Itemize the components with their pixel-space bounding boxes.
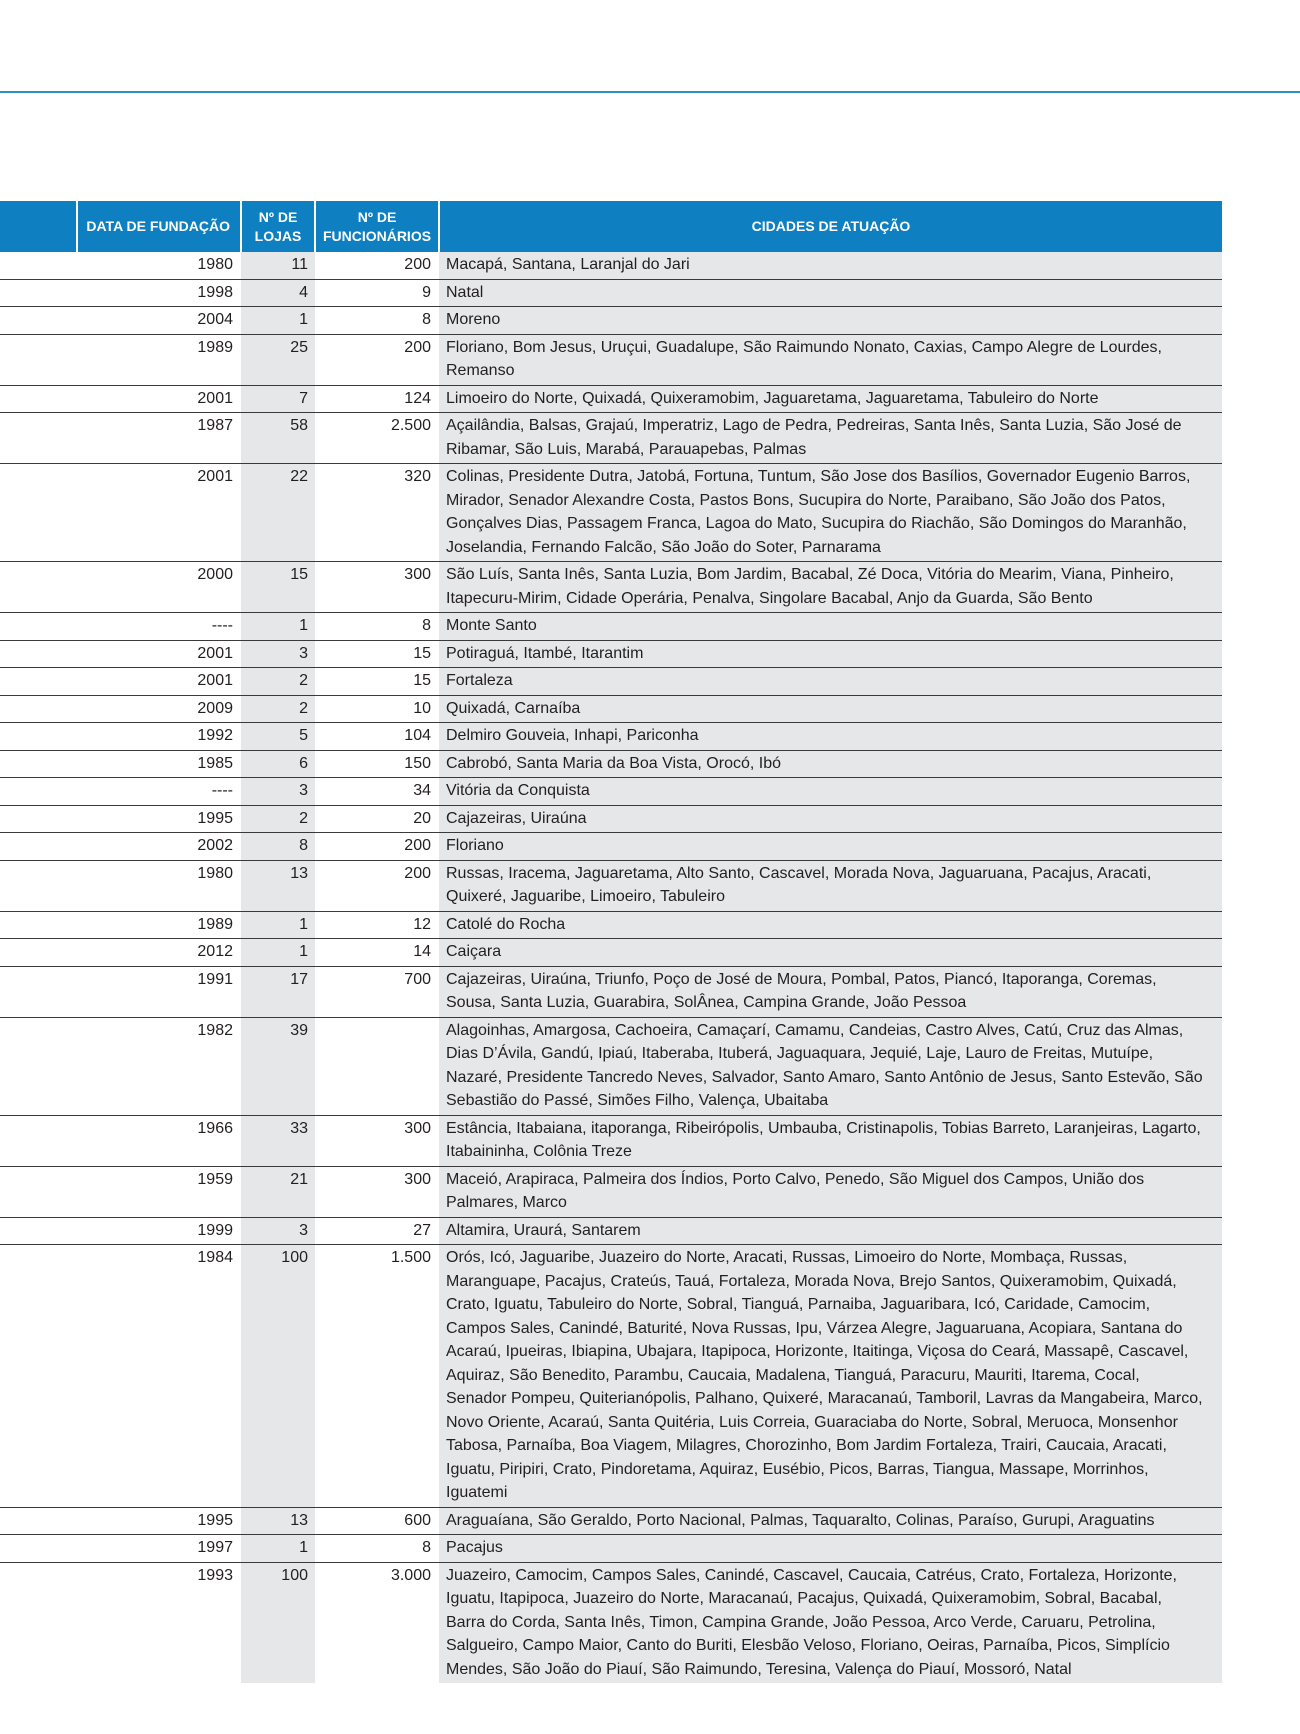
cidades-cell: Cabrobó, Santa Maria da Boa Vista, Orocó, Ibó [439,750,1222,778]
cidades-cell: Cajazeiras, Uiraúna [439,805,1222,833]
cidades-cell: São Luís, Santa Inês, Santa Luzia, Bom Jardim, Bacabal, Zé Doca, Vitória do Mearim, Viana, Pinheiro, Itapecuru-Mirim, Cidade Operária, Penalva, Singolare Bacabal, Anjo da Guarda, São Bento [439,562,1222,613]
data-fundacao-cell: 1998 [77,279,241,307]
name-cell [0,562,77,613]
name-cell [0,1535,77,1563]
num-lojas-cell: 13 [241,1507,315,1535]
name-cell [0,695,77,723]
num-lojas-cell: 3 [241,1217,315,1245]
num-lojas-cell: 2 [241,668,315,696]
name-cell [0,413,77,464]
num-lojas-cell: 25 [241,334,315,385]
table-row [0,1535,1222,1563]
data-fundacao-cell: 2001 [77,668,241,696]
num-lojas-cell: 3 [241,778,315,806]
header-row [0,201,1222,252]
num-funcionarios-cell: 1.500 [315,1245,439,1508]
num-funcionarios-cell: 200 [315,252,439,279]
num-funcionarios-cell: 320 [315,464,439,562]
num-lojas-cell: 4 [241,279,315,307]
num-lojas-cell: 11 [241,252,315,279]
table-row [0,668,1222,696]
table-row [0,385,1222,413]
header-num-lojas-line1: Nº DE [258,208,298,225]
data-fundacao-cell: ---- [77,613,241,641]
name-cell [0,750,77,778]
cidades-cell: Estância, Itabaiana, itaporanga, Ribeirópolis, Umbauba, Cristinapolis, Tobias Barreto, Laranjeiras, Lagarto, Itabaininha, Colônia Treze [439,1115,1222,1166]
name-cell [0,805,77,833]
num-funcionarios-cell: 300 [315,1115,439,1166]
data-fundacao-cell: 2001 [77,464,241,562]
cidades-cell: Caiçara [439,939,1222,967]
num-lojas-cell: 17 [241,966,315,1017]
cidades-cell: Açailândia, Balsas, Grajaú, Imperatriz, Lago de Pedra, Pedreiras, Santa Inês, Santa Luzia, São José de Ribamar, São Luis, Marabá, Parauapebas, Palmas [439,413,1222,464]
data-fundacao-cell: 2012 [77,939,241,967]
header-num-funcionarios-line2: FUNCIONÁRIOS [322,227,432,244]
cidades-cell: Potiraguá, Itambé, Itarantim [439,640,1222,668]
table-row [0,252,1222,279]
num-funcionarios-cell: 200 [315,860,439,911]
table-row [0,640,1222,668]
name-cell [0,1245,77,1508]
cidades-cell: Juazeiro, Camocim, Campos Sales, Canindé, Cascavel, Caucaia, Catréus, Crato, Fortaleza, Horizonte, Iguatu, Itapipoca, Juazeiro do Norte, Maracanaú, Pacajus, Quixadá, Quixeramobim, Sobral, Bacabal, Barra do Corda, Santa Inês, Timon, Campina Grande, João Pessoa, Arco Verde, Caruaru, Petrolina, Salgueiro, Campo Maior, Canto do Buriti, Elesbão Veloso, Floriano, Oeiras, Parnaíba, Picos, Simplício Mendes, São João do Piauí, São Raimundo, Teresina, Valença do Piauí, Mossoró, Natal [439,1562,1222,1683]
num-funcionarios-cell: 124 [315,385,439,413]
cidades-cell: Cajazeiras, Uiraúna, Triunfo, Poço de José de Moura, Pombal, Patos, Piancó, Itaporanga, Coremas, Sousa, Santa Luzia, Guarabira, SolÂnea, Campina Grande, João Pessoa [439,966,1222,1017]
name-cell [0,1507,77,1535]
table-row [0,966,1222,1017]
num-funcionarios-cell: 8 [315,613,439,641]
num-funcionarios-cell: 20 [315,805,439,833]
data-fundacao-cell: 1980 [77,252,241,279]
name-cell [0,307,77,335]
name-cell [0,668,77,696]
num-funcionarios-cell: 300 [315,1166,439,1217]
data-fundacao-cell: 2000 [77,562,241,613]
cidades-cell: Alagoinhas, Amargosa, Cachoeira, Camaçarí, Camamu, Candeias, Castro Alves, Catú, Cruz das Almas, Dias D’Ávila, Gandú, Ipiaú, Itaberaba, Ituberá, Jaguaquara, Jequié, Laje, Lauro de Freitas, Mutuípe, Nazaré, Presidente Tancredo Neves, Salvador, Santo Amaro, Santo Antônio de Jesus, Santo Estevão, São Sebastião do Passé, Simões Filho, Valença, Ubaitaba [439,1017,1222,1115]
data-fundacao-cell: 2001 [77,385,241,413]
table-row [0,778,1222,806]
data-fundacao-cell: 1991 [77,966,241,1017]
cidades-cell: Orós, Icó, Jaguaribe, Juazeiro do Norte, Aracati, Russas, Limoeiro do Norte, Mombaça, Russas, Maranguape, Pacajus, Crateús, Tauá, Fortaleza, Morada Nova, Brejo Santos, Quixeramobim, Quixadá, Crato, Iguatu, Tabuleiro do Norte, Sobral, Tianguá, Parnaiba, Jaguaribara, Icó, Caridade, Camocim, Campos Sales, Canindé, Baturité, Nova Russas, Ipu, Várzea Alegre, Jaguaruana, Acopiara, Santana do Acaraú, Ipueiras, Ibiapina, Ubajara, Itapipoca, Horizonte, Itaitinga, Viçosa do Ceará, Massapê, Cascavel, Aquiraz, São Benedito, Parambu, Caucaia, Madalena, Tianguá, Paracuru, Mauriti, Itarema, Cocal, Senador Pompeu, Quiterianópolis, Palhano, Quixeré, Maracanaú, Tamboril, Lavras da Mangabeira, Marco, Novo Oriente, Acaraú, Santa Quitéria, Luis Correia, Guaraciaba do Norte, Sobral, Meruoca, Monsenhor Tabosa, Parnaíba, Boa Viagem, Milagres, Chorozinho, Bom Jardim Fortaleza, Trairi, Caucaia, Aracati, Iguatu, Piripiri, Crato, Pindoretama, Aquiraz, Eusébio, Picos, Barras, Tiangua, Massape, Morrinhos, Iguatemi [439,1245,1222,1508]
header-cidades-atuacao: CIDADES DE ATUAÇÃO [439,201,1222,252]
data-fundacao-cell: 1989 [77,911,241,939]
num-lojas-cell: 1 [241,307,315,335]
num-lojas-cell: 1 [241,911,315,939]
data-fundacao-cell: 1997 [77,1535,241,1563]
table-row [0,1562,1222,1683]
table-body [0,252,1222,1683]
num-funcionarios-cell: 15 [315,668,439,696]
data-fundacao-cell: 1959 [77,1166,241,1217]
table-row [0,613,1222,641]
stores-table-container [0,201,1222,1683]
header-num-lojas-line2: LOJAS [254,227,302,244]
name-cell [0,1166,77,1217]
table-row [0,833,1222,861]
name-cell [0,640,77,668]
data-fundacao-cell: 1989 [77,334,241,385]
cidades-cell: Catolé do Rocha [439,911,1222,939]
cidades-cell: Russas, Iracema, Jaguaretama, Alto Santo, Cascavel, Morada Nova, Jaguaruana, Pacajus, Aracati, Quixeré, Jaguaribe, Limoeiro, Tabuleiro [439,860,1222,911]
table-row [0,939,1222,967]
data-fundacao-cell: ---- [77,778,241,806]
table-row [0,334,1222,385]
data-fundacao-cell: 1999 [77,1217,241,1245]
num-funcionarios-cell: 3.000 [390,1566,431,1584]
data-fundacao-cell: 2004 [77,307,241,335]
table-row [0,695,1222,723]
num-lojas-cell: 22 [241,464,315,562]
cidades-cell: Vitória da Conquista [439,778,1222,806]
num-lojas-cell: 6 [241,750,315,778]
name-cell [0,613,77,641]
num-funcionarios-cell: 700 [315,966,439,1017]
num-lojas-cell: 21 [241,1166,315,1217]
num-lojas-cell: 1 [241,1535,315,1563]
table-row [0,1115,1222,1166]
data-fundacao-cell: 1993 [197,1566,233,1584]
num-funcionarios-cell: 200 [315,334,439,385]
data-fundacao-cell: 2001 [77,640,241,668]
name-cell [0,860,77,911]
name-cell [0,833,77,861]
table-row [0,1245,1222,1508]
data-fundacao-cell: 1992 [77,723,241,751]
name-cell [0,464,77,562]
num-lojas-cell: 3 [241,640,315,668]
num-funcionarios-cell: 10 [315,695,439,723]
table-row [0,860,1222,911]
num-funcionarios-cell: 2.500 [315,413,439,464]
table-row [0,413,1222,464]
cidades-cell: Delmiro Gouveia, Inhapi, Pariconha [439,723,1222,751]
header-data-fundacao: DATA DE FUNDAÇÃO [77,201,241,252]
name-cell [0,1217,77,1245]
cidades-cell: Monte Santo [439,613,1222,641]
name-cell [0,279,77,307]
num-lojas-cell: 2 [241,695,315,723]
name-cell [0,911,77,939]
num-lojas-cell: 1 [241,939,315,967]
num-lojas-cell: 58 [241,413,315,464]
data-fundacao-cell: 1980 [77,860,241,911]
table-row [0,723,1222,751]
cidades-cell: Altamira, Uraurá, Santarem [439,1217,1222,1245]
table-row [0,1017,1222,1115]
data-fundacao-cell: 1982 [77,1017,241,1115]
num-funcionarios-cell: 104 [315,723,439,751]
table-row [0,1217,1222,1245]
num-funcionarios-cell: 600 [315,1507,439,1535]
cidades-cell: Colinas, Presidente Dutra, Jatobá, Fortuna, Tuntum, São Jose dos Basílios, Governador Eugenio Barros, Mirador, Senador Alexandre Costa, Pastos Bons, Sucupira do Norte, Paraibano, São João dos Patos, Gonçalves Dias, Passagem Franca, Lagoa do Mato, Sucupira do Riachão, São Domingos do Maranhão, Joselandia, Fernando Falcão, São João do Soter, Parnarama [439,464,1222,562]
num-lojas-cell: 8 [241,833,315,861]
cidades-cell: Pacajus [439,1535,1222,1563]
table-row [0,464,1222,562]
table-row [0,562,1222,613]
num-funcionarios-cell: 300 [315,562,439,613]
name-cell [0,1115,77,1166]
top-divider-line [0,91,1300,93]
table-row [0,1166,1222,1217]
num-lojas-cell: 2 [241,805,315,833]
data-fundacao-cell: 1995 [77,805,241,833]
cidades-cell: Araguaíana, São Geraldo, Porto Nacional, Palmas, Taquaralto, Colinas, Paraíso, Gurupi, Araguatins [439,1507,1222,1535]
header-name-column [0,201,77,252]
num-lojas-cell: 5 [241,723,315,751]
num-lojas-cell: 13 [241,860,315,911]
name-cell [0,778,77,806]
header-num-funcionarios [315,201,439,252]
cidades-cell: Floriano [439,833,1222,861]
cidades-cell: Maceió, Arapiraca, Palmeira dos Índios, Porto Calvo, Penedo, São Miguel dos Campos, União dos Palmares, Marco [439,1166,1222,1217]
header-num-lojas [241,201,315,252]
cidades-cell: Limoeiro do Norte, Quixadá, Quixeramobim, Jaguaretama, Jaguaretama, Tabuleiro do Norte [439,385,1222,413]
name-cell [0,385,77,413]
num-funcionarios-cell: 8 [315,307,439,335]
data-fundacao-cell: 1985 [77,750,241,778]
num-funcionarios-cell [315,1017,439,1115]
data-fundacao-cell: 1987 [77,413,241,464]
name-cell [0,1017,77,1115]
table-row [0,750,1222,778]
num-funcionarios-cell: 8 [315,1535,439,1563]
data-fundacao-cell: 1995 [77,1507,241,1535]
name-cell [0,1562,77,1683]
table-row [0,805,1222,833]
num-lojas-cell: 15 [241,562,315,613]
header-num-funcionarios-line1: Nº DE [357,208,397,225]
name-cell [0,723,77,751]
cidades-cell: Macapá, Santana, Laranjal do Jari [439,252,1222,279]
name-cell [0,334,77,385]
num-funcionarios-cell: 27 [315,1217,439,1245]
data-fundacao-cell: 1966 [77,1115,241,1166]
num-lojas-cell: 100 [241,1562,315,1683]
data-fundacao-cell: 2009 [77,695,241,723]
cidades-cell: Quixadá, Carnaíba [439,695,1222,723]
cidades-cell: Natal [439,279,1222,307]
cidades-cell: Floriano, Bom Jesus, Uruçui, Guadalupe, São Raimundo Nonato, Caxias, Campo Alegre de Lourdes, Remanso [439,334,1222,385]
num-funcionarios-cell: 150 [315,750,439,778]
name-cell [0,939,77,967]
cidades-cell: Moreno [439,307,1222,335]
num-lojas-cell: 39 [241,1017,315,1115]
cidades-cell: Fortaleza [439,668,1222,696]
num-lojas-cell: 33 [241,1115,315,1166]
num-lojas-cell: 100 [241,1245,315,1508]
table-row [0,911,1222,939]
table-row [0,307,1222,335]
num-funcionarios-cell: 12 [315,911,439,939]
data-fundacao-cell: 1984 [77,1245,241,1508]
num-funcionarios-cell: 15 [315,640,439,668]
table-header [0,201,1222,252]
num-funcionarios-cell: 14 [315,939,439,967]
num-lojas-cell: 7 [241,385,315,413]
stores-table [0,201,1222,1683]
table-row [0,1507,1222,1535]
num-funcionarios-cell: 34 [315,778,439,806]
data-fundacao-cell: 2002 [77,833,241,861]
name-cell [0,966,77,1017]
num-funcionarios-cell: 9 [315,279,439,307]
num-lojas-cell: 1 [241,613,315,641]
num-funcionarios-cell: 200 [315,833,439,861]
name-cell [0,252,77,279]
table-row [0,279,1222,307]
